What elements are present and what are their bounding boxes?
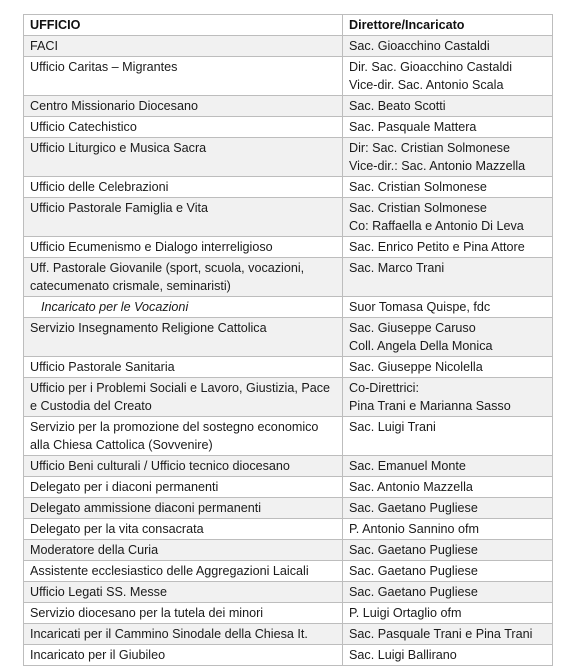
- director-name: Co-Direttrici:: [349, 381, 419, 395]
- office-cell: [24, 198, 343, 237]
- director-cell: [343, 519, 553, 540]
- table-row: [24, 96, 553, 117]
- table-row: [24, 561, 553, 582]
- director-cell: [343, 498, 553, 519]
- office-cell: [24, 582, 343, 603]
- table-row: [24, 297, 553, 318]
- director-name: P. Luigi Ortaglio ofm: [349, 606, 462, 620]
- director-name: Sac. Enrico Petito e Pina Attore: [349, 240, 525, 254]
- office-cell: [24, 297, 343, 318]
- office-name: alla Chiesa Cattolica (Sovvenire): [30, 438, 213, 452]
- office-name: Servizio diocesano per la tutela dei minori: [30, 606, 264, 620]
- table-row: [24, 198, 553, 237]
- office-name: catecumenato crismale, seminaristi): [30, 279, 231, 293]
- office-name: Ufficio Caritas – Migrantes: [30, 60, 178, 74]
- office-name: Incaricati per il Cammino Sinodale della Chiesa It.: [30, 627, 308, 641]
- director-cell: [343, 297, 553, 318]
- office-name: Uff. Pastorale Giovanile (sport, scuola, vocazioni,: [30, 261, 305, 275]
- office-name: Delegato per la vita consacrata: [30, 522, 204, 536]
- office-name: Ufficio Ecumenismo e Dialogo interreligioso: [30, 240, 273, 254]
- office-cell: [24, 378, 343, 417]
- director-name: Sac. Gioacchino Castaldi: [349, 39, 490, 53]
- office-cell: [24, 117, 343, 138]
- office-cell: [24, 603, 343, 624]
- office-cell: [24, 258, 343, 297]
- office-cell: [24, 624, 343, 645]
- table-row: [24, 456, 553, 477]
- table-row: [24, 378, 553, 417]
- office-name: Incaricato per le Vocazioni: [41, 300, 189, 314]
- director-name: Sac. Gaetano Pugliese: [349, 585, 478, 599]
- director-name: Vice-dir.: Sac. Antonio Mazzella: [349, 159, 526, 173]
- office-name: Ufficio delle Celebrazioni: [30, 180, 169, 194]
- table-row: [24, 582, 553, 603]
- director-name: Sac. Gaetano Pugliese: [349, 543, 478, 557]
- director-name: Suor Tomasa Quispe, fdc: [349, 300, 491, 314]
- director-name: Co: Raffaella e Antonio Di Leva: [349, 219, 524, 233]
- office-name: Servizio per la promozione del sostegno economico: [30, 420, 319, 434]
- header-direttore: Direttore/Incaricato: [343, 15, 553, 36]
- header-ufficio: UFFICIO: [24, 15, 343, 36]
- director-cell: [343, 378, 553, 417]
- director-name: Sac. Cristian Solmonese: [349, 180, 487, 194]
- director-name: Sac. Cristian Solmonese: [349, 201, 487, 215]
- table-row: [24, 519, 553, 540]
- office-cell: [24, 96, 343, 117]
- office-cell: [24, 540, 343, 561]
- director-cell: [343, 237, 553, 258]
- director-name: Vice-dir. Sac. Antonio Scala: [349, 78, 504, 92]
- table-row: [24, 498, 553, 519]
- office-name: Delegato ammissione diaconi permanenti: [30, 501, 262, 515]
- director-cell: [343, 36, 553, 57]
- table-row: [24, 417, 553, 456]
- director-cell: [343, 57, 553, 96]
- table-row: [24, 258, 553, 297]
- office-name: e Custodia del Creato: [30, 399, 152, 413]
- director-name: Sac. Pasquale Mattera: [349, 120, 477, 134]
- director-name: Sac. Pasquale Trani e Pina Trani: [349, 627, 533, 641]
- director-name: Sac. Antonio Mazzella: [349, 480, 473, 494]
- director-cell: [343, 177, 553, 198]
- director-cell: [343, 318, 553, 357]
- director-cell: [343, 258, 553, 297]
- director-name: Sac. Beato Scotti: [349, 99, 446, 113]
- office-cell: [24, 36, 343, 57]
- office-cell: [24, 519, 343, 540]
- office-cell: [24, 645, 343, 666]
- director-name: Sac. Giuseppe Nicolella: [349, 360, 483, 374]
- office-cell: [24, 177, 343, 198]
- director-cell: [343, 117, 553, 138]
- table-row: [24, 540, 553, 561]
- office-name: Ufficio Liturgico e Musica Sacra: [30, 141, 207, 155]
- office-name: Ufficio Beni culturali / Ufficio tecnico diocesano: [30, 459, 290, 473]
- director-name: Sac. Luigi Ballirano: [349, 648, 457, 662]
- table-row: [24, 318, 553, 357]
- director-name: Coll. Angela Della Monica: [349, 339, 493, 353]
- director-name: Sac. Giuseppe Caruso: [349, 321, 476, 335]
- office-cell: [24, 417, 343, 456]
- table-row: [24, 36, 553, 57]
- office-name: Servizio Insegnamento Religione Cattolica: [30, 321, 267, 335]
- table-row: [24, 645, 553, 666]
- director-name: Pina Trani e Marianna Sasso: [349, 399, 511, 413]
- director-cell: [343, 96, 553, 117]
- director-cell: [343, 138, 553, 177]
- director-cell: [343, 582, 553, 603]
- director-cell: [343, 417, 553, 456]
- director-cell: [343, 603, 553, 624]
- table-header-row: [24, 15, 553, 36]
- office-cell: [24, 456, 343, 477]
- director-name: Sac. Emanuel Monte: [349, 459, 466, 473]
- office-name: Ufficio Pastorale Sanitaria: [30, 360, 175, 374]
- office-name: FACI: [30, 39, 58, 53]
- office-cell: [24, 477, 343, 498]
- director-name: Sac. Marco Trani: [349, 261, 445, 275]
- office-name: Delegato per i diaconi permanenti: [30, 480, 219, 494]
- director-cell: [343, 456, 553, 477]
- director-cell: [343, 561, 553, 582]
- office-cell: [24, 57, 343, 96]
- office-name: Centro Missionario Diocesano: [30, 99, 198, 113]
- offices-table: [23, 14, 553, 666]
- table-row: [24, 357, 553, 378]
- table-row: [24, 477, 553, 498]
- offices-table-container: [23, 14, 552, 666]
- director-name: Sac. Gaetano Pugliese: [349, 501, 478, 515]
- office-cell: [24, 357, 343, 378]
- director-name: Dir. Sac. Gioacchino Castaldi: [349, 60, 513, 74]
- director-cell: [343, 357, 553, 378]
- office-name: Ufficio Catechistico: [30, 120, 137, 134]
- office-cell: [24, 138, 343, 177]
- director-cell: [343, 540, 553, 561]
- office-cell: [24, 237, 343, 258]
- director-cell: [343, 645, 553, 666]
- table-row: [24, 177, 553, 198]
- table-row: [24, 57, 553, 96]
- office-cell: [24, 561, 343, 582]
- director-cell: [343, 477, 553, 498]
- table-row: [24, 138, 553, 177]
- table-row: [24, 117, 553, 138]
- office-name: Ufficio per i Problemi Sociali e Lavoro, Giustizia, Pace: [30, 381, 331, 395]
- table-body: [24, 36, 553, 666]
- director-name: Dir: Sac. Cristian Solmonese: [349, 141, 510, 155]
- office-name: Moderatore della Curia: [30, 543, 159, 557]
- director-name: Sac. Gaetano Pugliese: [349, 564, 478, 578]
- office-name: Ufficio Legati SS. Messe: [30, 585, 167, 599]
- office-name: Incaricato per il Giubileo: [30, 648, 166, 662]
- director-cell: [343, 624, 553, 645]
- director-name: Sac. Luigi Trani: [349, 420, 436, 434]
- office-name: Assistente ecclesiastico delle Aggregazioni Laicali: [30, 564, 309, 578]
- table-row: [24, 237, 553, 258]
- director-cell: [343, 198, 553, 237]
- table-row: [24, 624, 553, 645]
- office-cell: [24, 498, 343, 519]
- director-name: P. Antonio Sannino ofm: [349, 522, 480, 536]
- table-row: [24, 603, 553, 624]
- office-cell: [24, 318, 343, 357]
- office-name: Ufficio Pastorale Famiglia e Vita: [30, 201, 209, 215]
